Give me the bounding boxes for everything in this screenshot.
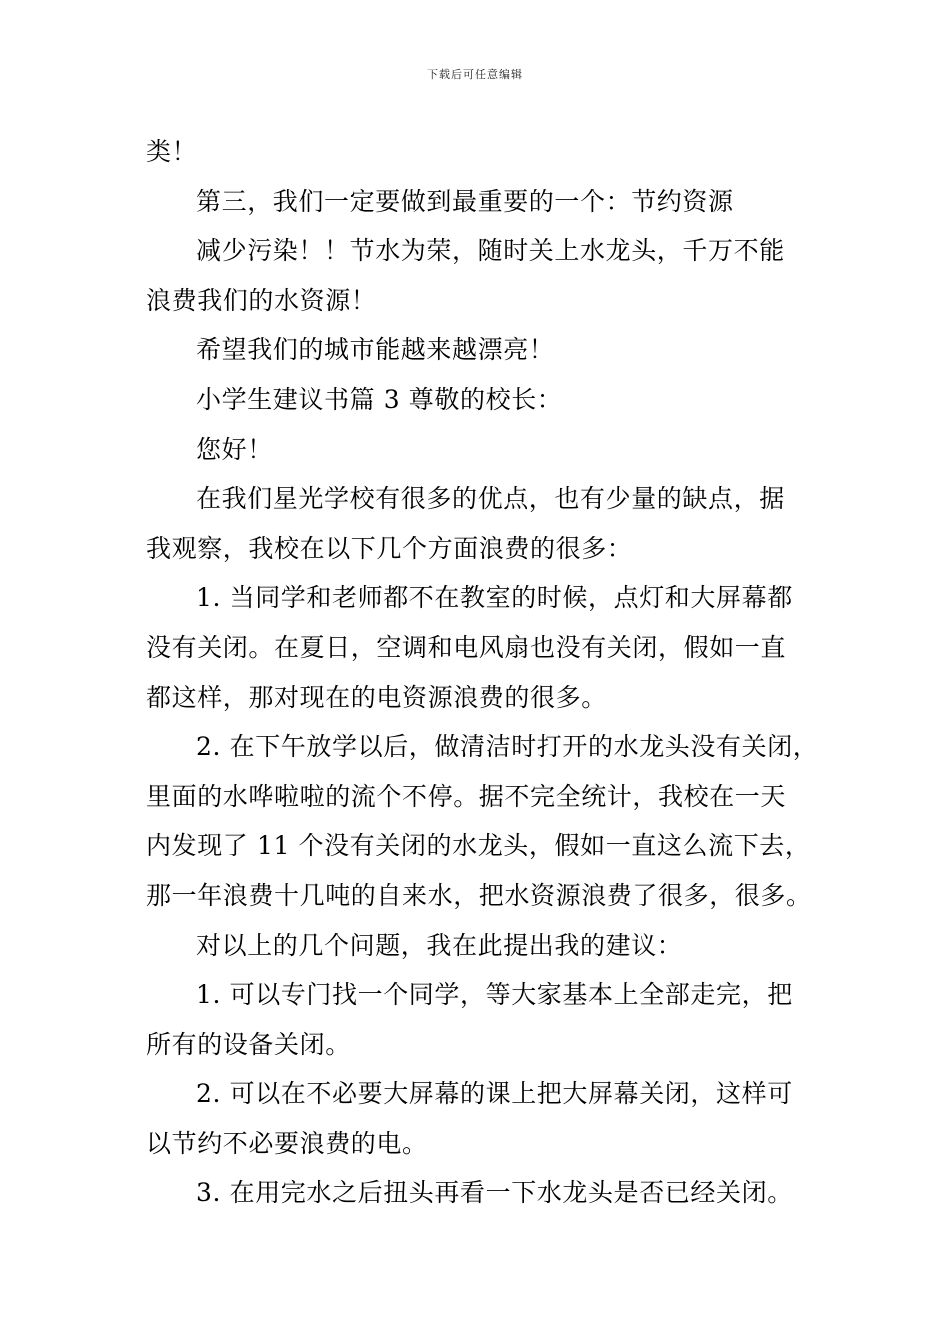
- text-line: 2. 可以在不必要大屏幕的课上把大屏幕关闭，这样可: [196, 1079, 793, 1109]
- text-line: 减少污染！！节水为荣，随时关上水龙头，千万不能: [196, 236, 785, 266]
- text-line: 希望我们的城市能越来越漂亮！: [196, 335, 555, 365]
- text-line: 没有关闭。在夏日，空调和电风扇也没有关闭，假如一直: [146, 632, 787, 662]
- text-line: 1. 可以专门找一个同学，等大家基本上全部走完，把: [196, 980, 793, 1010]
- text-line: 里面的水哗啦啦的流个不停。据不完全统计，我校在一天: [146, 781, 787, 811]
- text-line: 您好！: [196, 434, 273, 464]
- text-line: 所有的设备关闭。: [146, 1029, 351, 1059]
- text-line: 2. 在下午放学以后，做清洁时打开的水龙头没有关闭，: [196, 732, 819, 762]
- text-line: 类！: [146, 137, 198, 166]
- text-line: 内发现了 11 个没有关闭的水龙头，假如一直这么流下去，: [146, 831, 811, 861]
- text-line: 那一年浪费十几吨的自来水，把水资源浪费了很多，很多。: [146, 880, 812, 910]
- text-line: 以节约不必要浪费的电。: [146, 1128, 428, 1158]
- text-line: 对以上的几个问题，我在此提出我的建议：: [196, 930, 683, 960]
- text-line: 第三，我们一定要做到最重要的一个：节约资源: [196, 186, 734, 216]
- text-line: 我观察，我校在以下几个方面浪费的很多：: [146, 533, 633, 563]
- document-body: [146, 127, 819, 1218]
- text-line: 1. 当同学和老师都不在教室的时候，点灯和大屏幕都: [196, 583, 793, 613]
- text-line: 小学生建议书篇 3 尊敬的校长：: [196, 384, 563, 414]
- text-line: 3. 在用完水之后扭头再看一下水龙头是否已经关闭。: [196, 1178, 793, 1208]
- text-line: 浪费我们的水资源！: [146, 285, 377, 315]
- header-note: 下载后可任意编辑: [427, 68, 523, 81]
- text-line: 在我们星光学校有很多的优点，也有少量的缺点，据: [196, 484, 785, 514]
- text-line: 都这样，那对现在的电资源浪费的很多。: [146, 682, 607, 712]
